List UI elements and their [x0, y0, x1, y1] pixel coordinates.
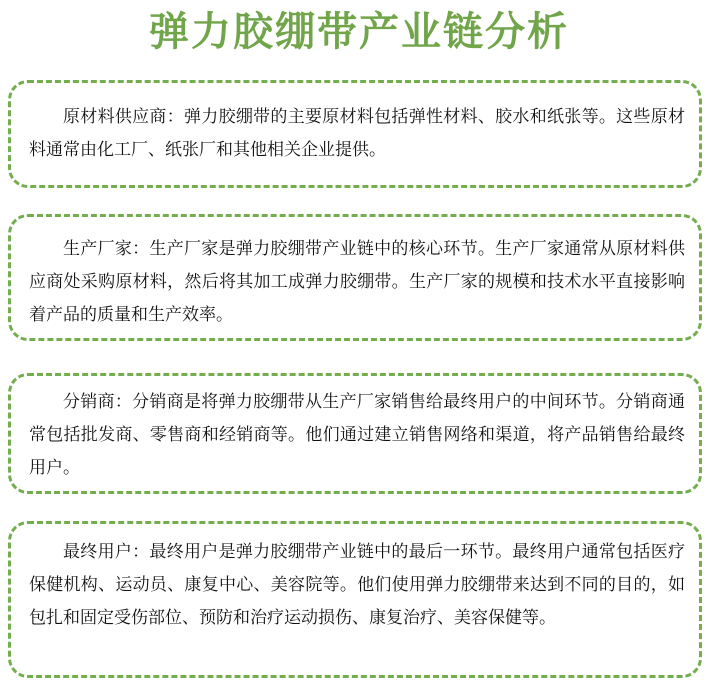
section-manufacturers — [8, 214, 702, 341]
section-text: 生产厂家：生产厂家是弹力胶绷带产业链中的核心环节。生产厂家通常从原材料供应商处采购原材料，然后将其加工成弹力胶绷带。生产厂家的规模和技术水平直接影响着产品的质量和生产效率。 — [29, 239, 685, 325]
section-text: 原材料供应商：弹力胶绷带的主要原材料包括弹性材料、胶水和纸张等。这些原材料通常由化工厂、纸张厂和其他相关企业提供。 — [29, 107, 685, 160]
section-text: 最终用户：最终用户是弹力胶绷带产业链中的最后一环节。最终用户通常包括医疗保健机构、运动员、康复中心、美容院等。他们使用弹力胶绷带来达到不同的目的，如包扎和固定受伤部位、预防和治疗运动损伤、康复治疗、美容保健等。 — [29, 542, 685, 628]
section-distributors — [8, 373, 702, 494]
section-end-users — [8, 521, 702, 678]
section-raw-material-suppliers — [8, 80, 702, 188]
section-text: 分销商：分销商是将弹力胶绷带从生产厂家销售给最终用户的中间环节。分销商通常包括批发商、零售商和经销商等。他们通过建立销售网络和渠道，将产品销售给最终用户。 — [29, 392, 685, 478]
page-title: 弹力胶绷带产业链分析 — [149, 9, 569, 55]
